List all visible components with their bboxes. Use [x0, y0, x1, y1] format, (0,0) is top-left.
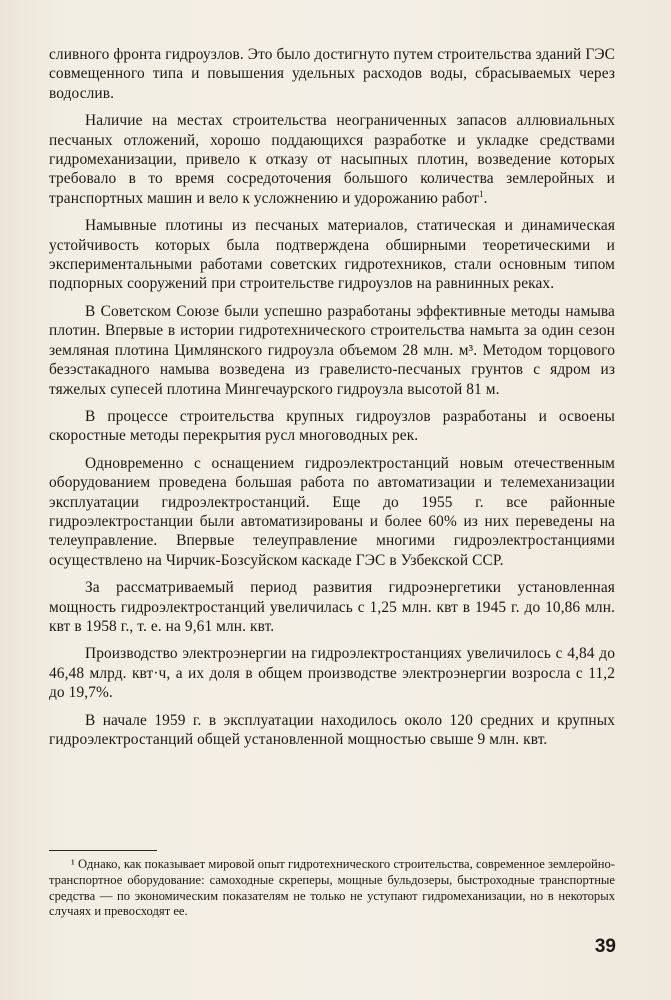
paragraph-7: За рассматриваемый период развития гидроэнергетики установленная мощность гидроэлектростанций увеличилась с 1,25 млн. квт в 1945 г. до 10,86 млн. квт в 1958 г., т. е. на 9,61 млн. квт. — [49, 579, 615, 635]
footnote-block — [49, 857, 615, 920]
paragraph-9: В начале 1959 г. в эксплуатации находилось около 120 средних и крупных гидроэлектростанций общей установленной мощностью свыше 9 млн. квт. — [49, 711, 615, 748]
footnote-reference: 1 — [479, 188, 484, 199]
paragraph-3: Намывные плотины из песчаных материалов, статическая и динамическая устойчивость которых была подтверждена обширными теоретическими и экспериментальными работами советских гидротехников, стали основным типом подпорных сооружений при строительстве гидроузлов на равнинных реках. — [49, 217, 615, 293]
page-number: 39 — [594, 936, 616, 957]
footnote-1: ¹ Однако, как показывает мировой опыт гидротехнического строительства, современное землеройно-транспортное оборудование: самоходные скреперы, мощные бульдозеры, быстроходные транспортные средства — по экономическим показателям не только не уступают гидромеханизации, но в некоторых случаях и превосходят ее. — [49, 857, 615, 919]
paragraph-2: Наличие на местах строительства неограниченных запасов аллювиальных песчаных отложений, хорошо поддающихся разработке и укладке средствами гидромеханизации, привело к отказу от насыпных плотин, возведение которых требовало в то время сосредоточения большого количества землеройных и транспортных машин и вело к усложнению и удорожанию работ$^1$. — [49, 112, 615, 207]
main-text — [49, 45, 615, 757]
paragraph-5: В процессе строительства крупных гидроузлов разработаны и освоены скоростные методы перекрытия русл многоводных рек. — [49, 407, 615, 445]
footnote-divider — [49, 850, 157, 851]
paragraph-4: В Советском Союзе были успешно разработаны эффективные методы намыва плотин. Впервые в истории гидротехнического строительства намыта за один сезон земляная плотина Цимлянского гидроузла объемом 28 млн. м³. Методом торцового безэстакадного намыва возведена из гравелисто-песчаных грунтов с ядром из тяжелых супесей плотина Мингечаурского гидроузла высотой 81 м. — [49, 302, 615, 398]
paragraph-6: Одновременно с оснащением гидроэлектростанций новым отечественным оборудованием проведена большая работа по автоматизации и телемеханизации эксплуатации гидроэлектростанций. Еще до 1955 г. все районные гидроэлектростанции были автоматизированы и более 60% из них переведены на телеуправление. Впервые телеуправление многими гидроэлектростанциями осуществлено на Чирчик-Бозсуйском каскаде ГЭС в Узбекской ССР. — [49, 454, 615, 569]
paragraph-2-text: Наличие на местах строительства неограниченных запасов аллювиальных песчаных отложений, хорошо поддающихся разработке и укладке средствами гидромеханизации, привело к отказу от насыпных плотин, возведение которых требовало в то время сосредоточения большого количества землеройных и транспортных машин и вело к усложнению и удорожанию работ — [49, 112, 615, 207]
paragraph-8: Производство электроэнергии на гидроэлектростанциях увеличилось с 4,84 до 46,48 млрд. квт·ч, а их доля в общем производстве электроэнергии возросла с 11,2 до 19,7%. — [49, 645, 615, 702]
paragraph-1: сливного фронта гидроузлов. Это было достигнуто путем строительства зданий ГЭС совмещенного типа и повышения удельных расходов воды, сбрасываемых через водослив. — [49, 46, 615, 102]
